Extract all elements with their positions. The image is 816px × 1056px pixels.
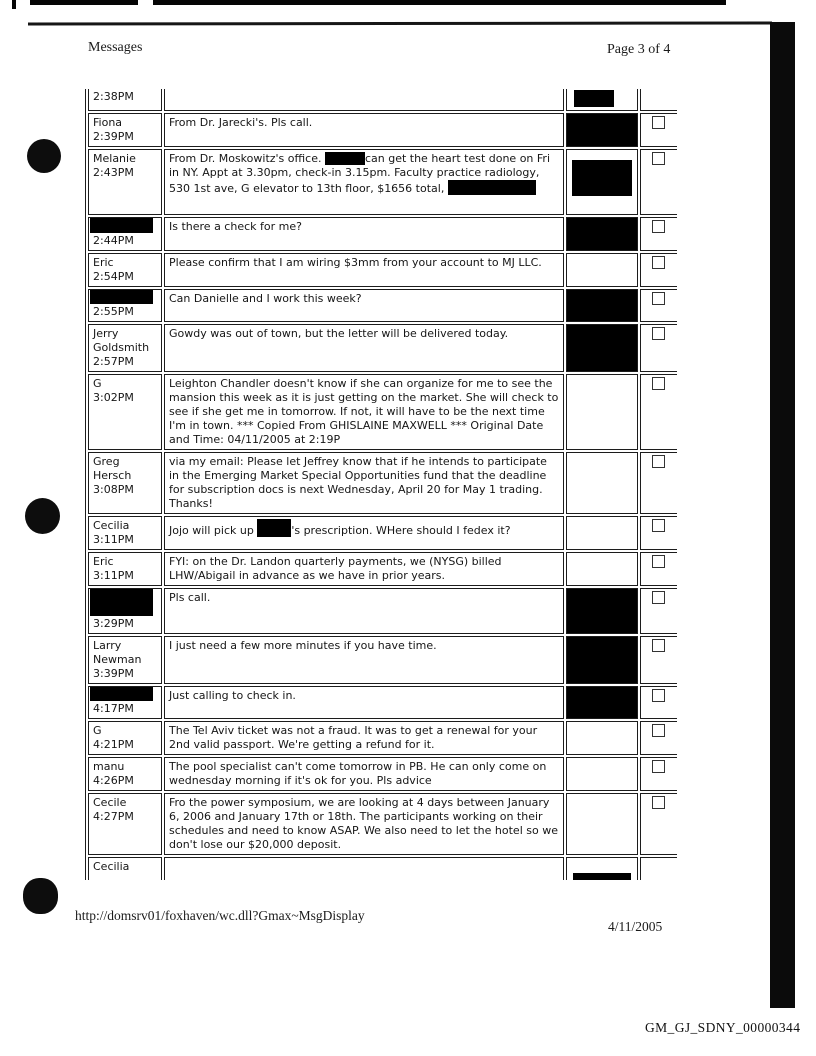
- redaction-box: [573, 873, 631, 880]
- message-text-cell: [164, 686, 564, 719]
- message-text-cell: [164, 636, 564, 684]
- caller-name: Jerry Goldsmith: [93, 327, 150, 354]
- caller-name: G: [93, 724, 102, 737]
- message-text-cell: [164, 89, 564, 111]
- table-row: [88, 89, 677, 111]
- message-time: 4:17PM: [93, 702, 134, 715]
- redaction-box: [90, 589, 153, 616]
- message-time: 3:39PM: [93, 667, 134, 680]
- checkbox-cell: [640, 793, 677, 855]
- message-text: Jojo will pick up: [169, 524, 258, 537]
- message-time: 4:26PM: [93, 774, 134, 787]
- message-time: 4:21PM: [93, 738, 134, 751]
- redaction-box: [572, 160, 632, 196]
- message-checkbox: [652, 519, 665, 532]
- message-text-cell: [164, 588, 564, 634]
- checkbox-cell: [640, 374, 677, 450]
- message-text: Just calling to check in.: [169, 689, 296, 702]
- caller-name: Cecile: [93, 796, 127, 809]
- phone-cell: [566, 374, 638, 450]
- message-text-cell: [164, 757, 564, 791]
- message-time: 3:29PM: [93, 617, 134, 630]
- message-text: Please confirm that I am wiring $3mm from your account to MJ LLC.: [169, 256, 542, 269]
- message-time: 2:54PM: [93, 270, 134, 283]
- table-row: [88, 149, 677, 215]
- messages-table: [85, 89, 677, 880]
- table-row: [88, 757, 677, 791]
- message-text-cell: [164, 857, 564, 880]
- message-time: 4:27PM: [93, 810, 134, 823]
- checkbox-cell: [640, 721, 677, 755]
- redaction-box: [90, 218, 153, 233]
- caller-name: Melanie: [93, 152, 136, 165]
- footer-date: 4/11/2005: [608, 919, 663, 934]
- scan-artifact-side-bar: [770, 22, 795, 1008]
- caller-name: G: [93, 377, 102, 390]
- message-time: 3:02PM: [93, 391, 134, 404]
- phone-cell-redacted: [566, 636, 638, 684]
- scan-page-edge: [28, 21, 772, 25]
- caller-cell: [88, 857, 162, 880]
- message-time: 2:39PM: [93, 130, 134, 143]
- message-text: Leighton Chandler doesn't know if she can organize for me to see the mansion this week as it is just getting on the market. She will check to see if she get me in tomorrow. If not, it will have to be the next time I'm in town. *** Copied From GHISLAINE MAXWELL *** Original Date and Time: 04/11/2005 at 2:19P: [169, 377, 559, 446]
- table-row: [88, 452, 677, 514]
- caller-name: Eric: [93, 256, 114, 269]
- message-text: 's prescription. WHere should I fedex it?: [291, 524, 511, 537]
- caller-cell: [88, 89, 162, 111]
- hole-punch: [25, 498, 60, 534]
- caller-cell: [88, 253, 162, 287]
- phone-cell-redacted: [566, 217, 638, 251]
- checkbox-cell: [640, 253, 677, 287]
- message-text: From Dr. Moskowitz's office.: [169, 152, 325, 165]
- hole-punch: [27, 139, 61, 173]
- caller-name: Eric: [93, 555, 114, 568]
- message-text: Is there a check for me?: [169, 220, 302, 233]
- redaction-box: [257, 519, 291, 537]
- message-checkbox: [652, 256, 665, 269]
- phone-cell: [566, 757, 638, 791]
- checkbox-cell: [640, 686, 677, 719]
- message-text-cell: [164, 452, 564, 514]
- phone-cell-redacted: [566, 113, 638, 147]
- message-text: via my email: Please let Jeffrey know that if he intends to participate in the Emerging Market Special Opportunities fund that the deadline for subscription docs is next Wednesday, April 20 for May 1 trading. Thanks!: [169, 455, 547, 510]
- caller-name: Cecilia: [93, 860, 130, 873]
- checkbox-cell: [640, 857, 677, 880]
- checkbox-cell: [640, 588, 677, 634]
- table-row: [88, 289, 677, 322]
- checkbox-cell: [640, 552, 677, 586]
- message-text-cell: [164, 289, 564, 322]
- message-checkbox: [652, 377, 665, 390]
- message-checkbox: [652, 639, 665, 652]
- caller-cell: [88, 721, 162, 755]
- table-row: [88, 113, 677, 147]
- caller-cell: [88, 113, 162, 147]
- redaction-box: [448, 180, 536, 195]
- message-text-cell: [164, 149, 564, 215]
- message-text-cell: [164, 324, 564, 372]
- caller-name: Cecilia: [93, 519, 130, 532]
- caller-name: Larry Newman: [93, 639, 142, 666]
- message-text: From Dr. Jarecki's. Pls call.: [169, 116, 313, 129]
- source-url: http://domsrv01/foxhaven/wc.dll?Gmax~MsgDisplay: [75, 908, 365, 923]
- checkbox-cell: [640, 452, 677, 514]
- page-title: Messages: [88, 40, 143, 55]
- message-checkbox: [652, 220, 665, 233]
- redaction-box: [90, 687, 153, 701]
- message-text-cell: [164, 374, 564, 450]
- checkbox-cell: [640, 113, 677, 147]
- messages-table-container: [85, 89, 677, 880]
- phone-cell: [566, 793, 638, 855]
- message-time: 3:08PM: [93, 483, 134, 496]
- caller-cell: [88, 374, 162, 450]
- message-text-cell: [164, 113, 564, 147]
- message-checkbox: [652, 796, 665, 809]
- message-checkbox: [652, 591, 665, 604]
- caller-cell: [88, 452, 162, 514]
- message-text-cell: [164, 217, 564, 251]
- caller-cell: [88, 686, 162, 719]
- message-checkbox: [652, 292, 665, 305]
- caller-cell: [88, 588, 162, 634]
- message-checkbox: [652, 116, 665, 129]
- table-row: [88, 552, 677, 586]
- table-row: [88, 793, 677, 855]
- checkbox-cell: [640, 636, 677, 684]
- table-row: [88, 721, 677, 755]
- table-row: [88, 516, 677, 550]
- message-time: 3:11PM: [93, 569, 134, 582]
- page-number: Page 3 of 4: [607, 42, 671, 57]
- phone-cell-redacted: [566, 324, 638, 372]
- message-time: 2:43PM: [93, 166, 134, 179]
- phone-cell: [566, 452, 638, 514]
- checkbox-cell: [640, 89, 677, 111]
- message-text: Pls call.: [169, 591, 211, 604]
- message-text: The pool specialist can't come tomorrow in PB. He can only come on wednesday morning if it's ok for you. Pls advice: [169, 760, 547, 787]
- hole-punch: [23, 878, 58, 914]
- message-text: FYI: on the Dr. Landon quarterly payments, we (NYSG) billed LHW/Abigail in advance as we have in prior years.: [169, 555, 502, 582]
- message-text-cell: [164, 253, 564, 287]
- caller-name: manu: [93, 760, 125, 773]
- phone-cell: [566, 857, 638, 880]
- checkbox-cell: [640, 217, 677, 251]
- checkbox-cell: [640, 289, 677, 322]
- message-time: 2:44PM: [93, 234, 134, 247]
- table-row: [88, 324, 677, 372]
- message-text-cell: [164, 793, 564, 855]
- message-checkbox: [652, 689, 665, 702]
- phone-cell: [566, 721, 638, 755]
- message-time: 3:11PM: [93, 533, 134, 546]
- message-text-cell: [164, 721, 564, 755]
- caller-cell: [88, 552, 162, 586]
- table-row: [88, 253, 677, 287]
- message-time: 2:55PM: [93, 305, 134, 318]
- caller-cell: [88, 793, 162, 855]
- caller-name: Fiona: [93, 116, 123, 129]
- message-text: Fro the power symposium, we are looking at 4 days between January 6, 2006 and January 17th or 18th. The participants working on their schedules and need to know ASAP. We also need to let the hotel so we don't lose our $20,000 deposit.: [169, 796, 558, 851]
- table-row: [88, 374, 677, 450]
- phone-cell-redacted: [566, 686, 638, 719]
- table-row: [88, 686, 677, 719]
- caller-cell: [88, 516, 162, 550]
- phone-cell: [566, 516, 638, 550]
- message-text: Gowdy was out of town, but the letter will be delivered today.: [169, 327, 509, 340]
- message-text: can get the heart test done on Fri in NY. Appt at 3.30pm, check-in 3.15pm. Faculty practice radiology, 530 1st ave, G elevator to 13th floor, $1656 total,: [169, 152, 551, 195]
- message-time: 2:38PM: [93, 90, 134, 103]
- phone-cell: [566, 89, 638, 111]
- scan-artifact-top-bar: [153, 0, 726, 5]
- phone-cell: [566, 149, 638, 215]
- redaction-box: [90, 290, 153, 304]
- message-checkbox: [652, 455, 665, 468]
- checkbox-cell: [640, 516, 677, 550]
- message-text-cell: [164, 516, 564, 550]
- scan-artifact-top-bar: [30, 0, 138, 5]
- message-text: I just need a few more minutes if you have time.: [169, 639, 437, 652]
- caller-cell: [88, 636, 162, 684]
- message-checkbox: [652, 327, 665, 340]
- table-row: [88, 217, 677, 251]
- checkbox-cell: [640, 149, 677, 215]
- caller-cell: [88, 149, 162, 215]
- table-row: [88, 636, 677, 684]
- scan-artifact-top-bar: [12, 0, 16, 9]
- message-text: Can Danielle and I work this week?: [169, 292, 362, 305]
- phone-cell-redacted: [566, 289, 638, 322]
- caller-cell: [88, 289, 162, 322]
- bates-number: GM_GJ_SDNY_00000344: [645, 1020, 801, 1035]
- table-row: [88, 588, 677, 634]
- message-checkbox: [652, 555, 665, 568]
- message-text: The Tel Aviv ticket was not a fraud. It was to get a renewal for your 2nd valid passport. We're getting a refund for it.: [169, 724, 538, 751]
- caller-cell: [88, 757, 162, 791]
- phone-cell-redacted: [566, 588, 638, 634]
- table-row: [88, 857, 677, 880]
- message-time: 2:57PM: [93, 355, 134, 368]
- phone-cell: [566, 253, 638, 287]
- caller-cell: [88, 217, 162, 251]
- caller-cell: [88, 324, 162, 372]
- checkbox-cell: [640, 757, 677, 791]
- message-checkbox: [652, 724, 665, 737]
- message-text-cell: [164, 552, 564, 586]
- caller-name: Greg Hersch: [93, 455, 132, 482]
- redaction-box: [574, 90, 614, 107]
- checkbox-cell: [640, 324, 677, 372]
- message-checkbox: [652, 152, 665, 165]
- redaction-box: [325, 152, 365, 165]
- message-checkbox: [652, 760, 665, 773]
- phone-cell: [566, 552, 638, 586]
